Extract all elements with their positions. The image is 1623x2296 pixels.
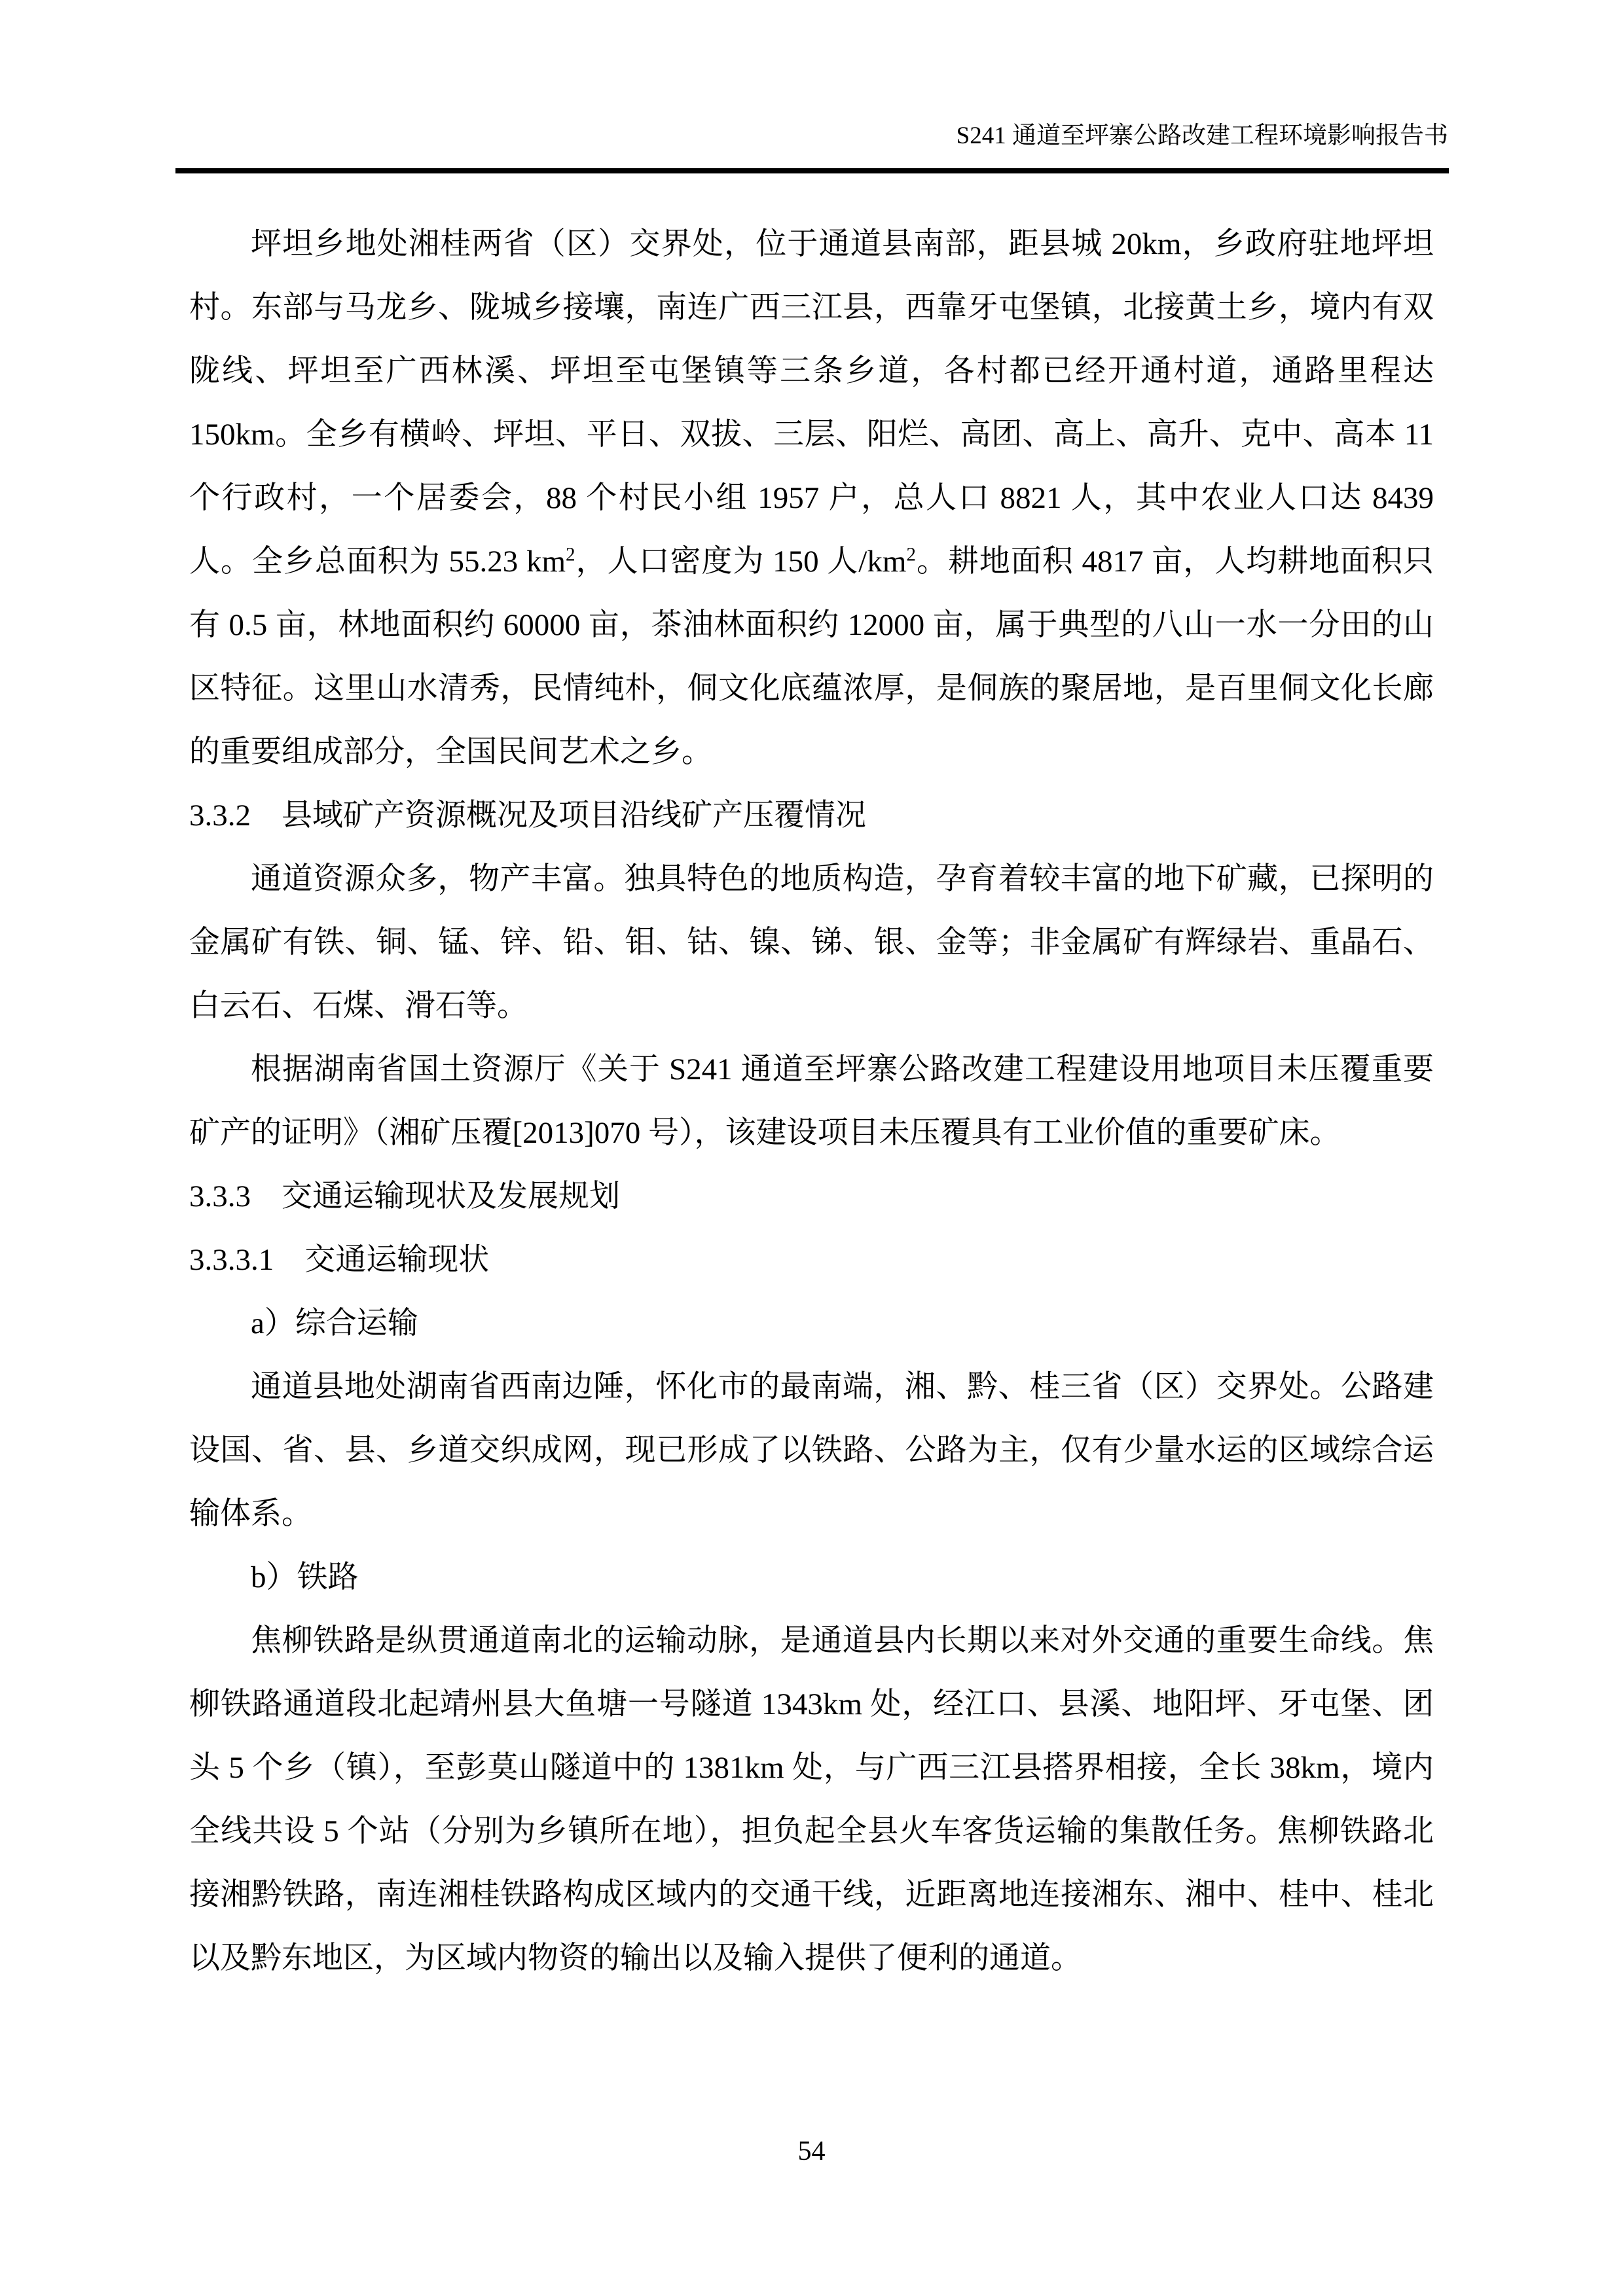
page-header-title: S241 通道至坪寨公路改建工程环境影响报告书 <box>956 122 1448 149</box>
paragraph-comprehensive-transport: 通道县地处湖南省西南边陲，怀化市的最南端，湘、黔、桂三省（区）交界处。公路建设国、省、县、乡道交织成网，现已形成了以铁路、公路为主，仅有少量水运的区域综合运输体系。 <box>189 1370 1434 1531</box>
paragraph-mineral-overview: 通道资源众多，物产丰富。独具特色的地质构造，孕育着较丰富的地下矿藏，已探明的金属矿有铁、铜、锰、锌、铅、钼、钴、镍、锑、银、金等；非金属矿有辉绿岩、重晶石、白云石、石煤、滑石等。 <box>189 862 1434 1023</box>
document-body <box>189 213 1434 1990</box>
paragraph-non-compression-certificate: 根据湖南省国土资源厅《关于 S241 通道至坪寨公路改建工程建设用地项目未压覆重要矿产的证明》（湘矿压覆[2013]070 号），该建设项目未压覆具有工业价值的重要矿床。 <box>189 1052 1434 1150</box>
subitem-a-comprehensive-transport: a）综合运输 <box>251 1306 418 1340</box>
header-rule <box>175 168 1449 173</box>
heading-3-3-2-mineral-resources: 3.3.2 县域矿产资源概况及项目沿线矿产压覆情况 <box>189 798 866 833</box>
paragraph-pingtan-township-overview: 坪坦乡地处湘桂两省（区）交界处，位于通道县南部，距县城 20km，乡政府驻地坪坦村。东部与马龙乡、陇城乡接壤，南连广西三江县，西靠牙屯堡镇，北接黄土乡，境内有双陇线、坪坦至广西林溪、坪坦至屯堡镇等三条乡道，各村都已经开通村道，通路里程达 150km。全乡有横岭、坪坦、平日、双拔、三层、阳烂、高团、高上、高升、克中、高本 11 个行政村，一个居委会，88 个村民小组 1957 户，总人口 8821 人，其中农业人口达 8439 人。全乡总面积为 55.23 $km^2$，人口密度为 150 人$/km^2$。耕地面积 4817 亩，人均耕地面积只有 0.5 亩，林地面积约 60000 亩，茶油林面积约 12000 亩，属于典型的八山一水一分田的山区特征。这里山水清秀，民情纯朴，侗文化底蕴浓厚，是侗族的聚居地，是百里侗文化长廊的重要组成部分，全国民间艺术之乡。 <box>189 227 1434 769</box>
page-number: 54 <box>797 2136 826 2166</box>
paragraph-jiaoliu-railway: 焦柳铁路是纵贯通道南北的运输动脉，是通道县内长期以来对外交通的重要生命线。焦柳铁路通道段北起靖州县大鱼塘一号隧道 1343km 处，经江口、县溪、地阳坪、牙屯堡、团头 5 个乡（镇），至彭莫山隧道中的 1381km 处，与广西三江县搭界相接，全长 38km，境内全线共设 5 个站（分别为乡镇所在地），担负起全县火车客货运输的集散任务。焦柳铁路北接湘黔铁路，南连湘桂铁路构成区域内的交通干线，近距离地连接湘东、湘中、桂中、桂北以及黔东地区，为区域内物资的输出以及输入提供了便利的通道。 <box>189 1624 1434 1975</box>
heading-3-3-3-1-transport-status: 3.3.3.1 交通运输现状 <box>189 1243 490 1277</box>
heading-3-3-3-transport-status-planning: 3.3.3 交通运输现状及发展规划 <box>189 1179 620 1213</box>
subitem-b-railway: b）铁路 <box>251 1560 359 1594</box>
